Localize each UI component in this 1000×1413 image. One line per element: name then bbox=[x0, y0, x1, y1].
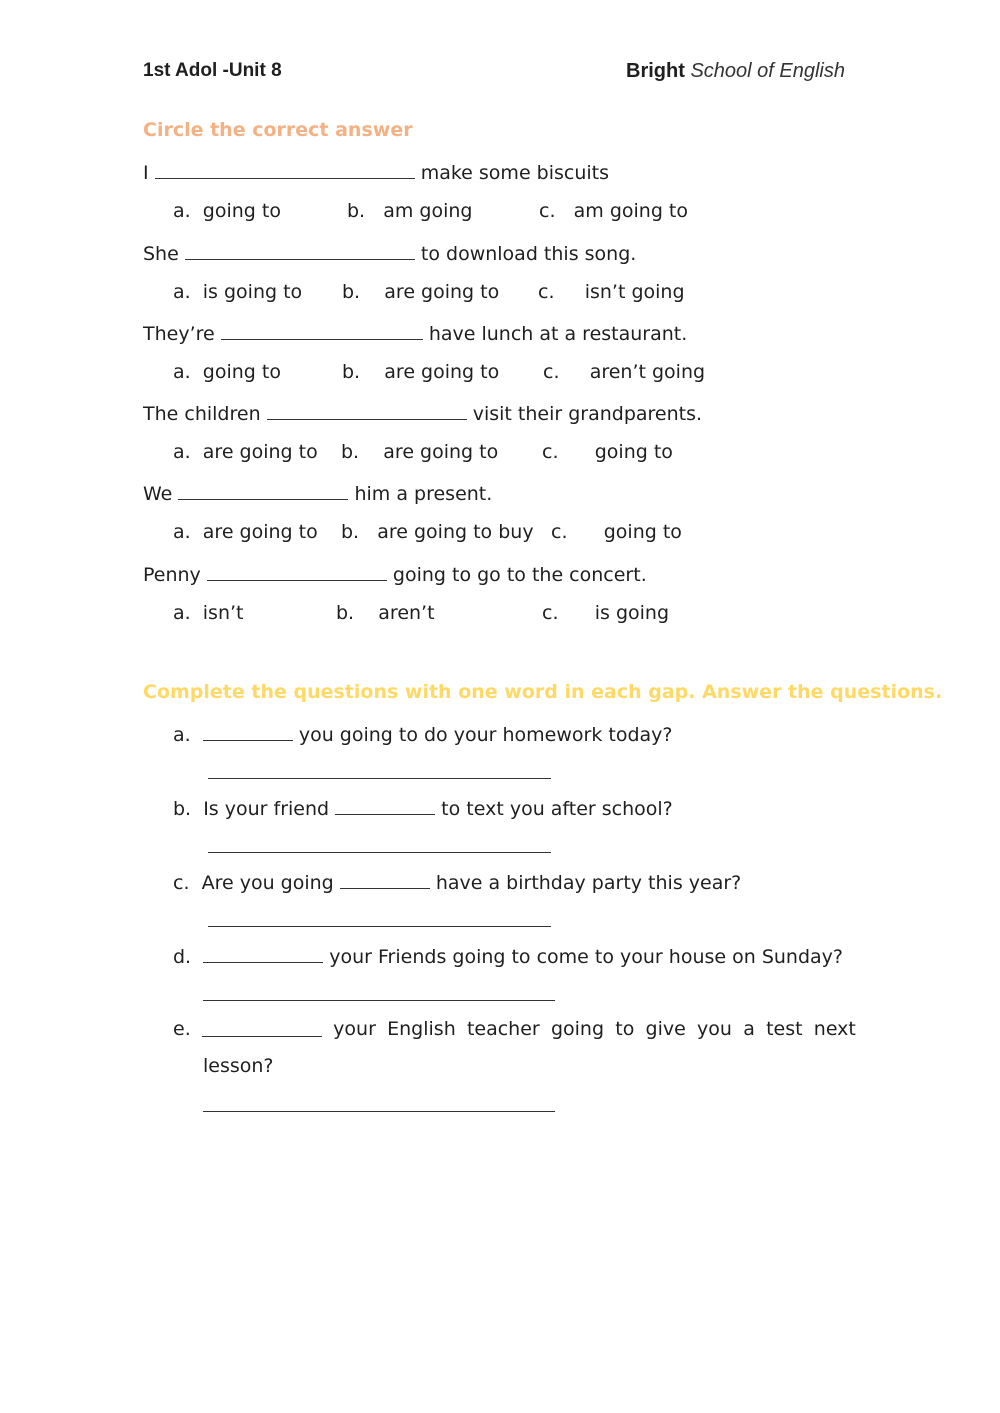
sentence-1-after: make some biscuits bbox=[420, 162, 610, 184]
option-4c[interactable]: c. going to bbox=[542, 441, 673, 463]
sentence-1-gap[interactable] bbox=[155, 160, 415, 179]
sentence-4-after: visit their grandparents. bbox=[472, 403, 703, 425]
question-b-gap[interactable] bbox=[335, 796, 435, 815]
sentence-3-after: have lunch at a restaurant. bbox=[428, 323, 688, 345]
question-e-word: to bbox=[615, 1018, 635, 1040]
question-a-gap[interactable] bbox=[203, 722, 293, 741]
answer-line-b[interactable] bbox=[208, 852, 551, 853]
sentence-6-before: Penny bbox=[143, 564, 201, 586]
question-d bbox=[173, 944, 843, 968]
question-e-letter: e. bbox=[173, 1018, 191, 1040]
question-e-word: give bbox=[645, 1018, 686, 1040]
option-6b[interactable]: b. aren’t bbox=[336, 602, 435, 624]
option-6a[interactable]: a. isn’t bbox=[173, 602, 244, 624]
answer-line-a[interactable] bbox=[208, 778, 551, 779]
option-2b[interactable]: b. are going to bbox=[342, 281, 500, 303]
sentence-2 bbox=[143, 241, 636, 265]
unit-label: 1st Adol -Unit 8 bbox=[143, 60, 282, 81]
school-name bbox=[626, 60, 845, 83]
sentence-2-before: She bbox=[143, 243, 179, 265]
option-1b[interactable]: b. am going bbox=[347, 200, 473, 222]
option-3b[interactable]: b. are going to bbox=[342, 361, 500, 383]
option-3c[interactable]: c. aren’t going bbox=[543, 361, 706, 383]
question-c-text: have a birthday party this year? bbox=[435, 872, 742, 894]
question-a bbox=[173, 722, 672, 746]
sentence-3 bbox=[143, 321, 687, 345]
section1-title: Circle the correct answer bbox=[143, 119, 413, 141]
question-d-gap[interactable] bbox=[203, 944, 323, 963]
sentence-6 bbox=[143, 562, 647, 586]
option-4b[interactable]: b. are going to bbox=[341, 441, 499, 463]
option-3a[interactable]: a. going to bbox=[173, 361, 281, 383]
sentence-1-before: I bbox=[143, 162, 149, 184]
section2-title: Complete the questions with one word in each gap. Answer the questions. bbox=[143, 681, 943, 703]
question-a-letter: a. bbox=[173, 724, 191, 746]
question-c-before: Are you going bbox=[201, 872, 334, 894]
sentence-4-before: The children bbox=[143, 403, 261, 425]
question-e-word: going bbox=[550, 1018, 605, 1040]
option-5a[interactable]: a. are going to bbox=[173, 521, 318, 543]
sentence-4-gap[interactable] bbox=[267, 401, 467, 420]
question-c bbox=[173, 870, 741, 894]
question-c-letter: c. bbox=[173, 872, 190, 894]
question-a-text: you going to do your homework today? bbox=[298, 724, 673, 746]
sentence-5-after: him a present. bbox=[354, 483, 493, 505]
question-d-text: your Friends going to come to your house on Sunday? bbox=[329, 946, 844, 968]
sentence-6-after: going to go to the concert. bbox=[392, 564, 647, 586]
sentence-2-gap[interactable] bbox=[185, 241, 415, 260]
option-5b[interactable]: b. are going to buy bbox=[341, 521, 534, 543]
sentence-5 bbox=[143, 481, 492, 505]
sentence-5-before: We bbox=[143, 483, 173, 505]
option-5c[interactable]: c. going to bbox=[551, 521, 682, 543]
option-1a[interactable]: a. going to bbox=[173, 200, 281, 222]
option-2a[interactable]: a. is going to bbox=[173, 281, 303, 303]
question-b-text: to text you after school? bbox=[441, 798, 673, 820]
question-e-word: your bbox=[333, 1018, 376, 1040]
answer-line-c[interactable] bbox=[208, 926, 551, 927]
sentence-1 bbox=[143, 160, 609, 184]
option-4a[interactable]: a. are going to bbox=[173, 441, 318, 463]
sentence-6-gap[interactable] bbox=[207, 562, 387, 581]
question-e-word: next bbox=[813, 1018, 856, 1040]
option-1c[interactable]: c. am going to bbox=[539, 200, 688, 222]
question-b bbox=[173, 796, 673, 820]
question-e-word: a bbox=[743, 1018, 755, 1040]
answer-line-d[interactable] bbox=[203, 1000, 555, 1001]
sentence-4 bbox=[143, 401, 702, 425]
question-b-before: Is your friend bbox=[203, 798, 330, 820]
sentence-3-gap[interactable] bbox=[221, 321, 423, 340]
question-e-word: test bbox=[766, 1018, 803, 1040]
option-2c[interactable]: c. isn’t going bbox=[538, 281, 685, 303]
school-brand: Bright bbox=[626, 60, 685, 82]
question-e-continuation: lesson? bbox=[203, 1055, 274, 1077]
question-e-word: you bbox=[697, 1018, 732, 1040]
question-e bbox=[173, 1018, 856, 1040]
question-c-gap[interactable] bbox=[340, 870, 430, 889]
question-e-word: English bbox=[387, 1018, 456, 1040]
sentence-3-before: They’re bbox=[143, 323, 215, 345]
option-6c[interactable]: c. is going bbox=[542, 602, 670, 624]
question-e-gap[interactable] bbox=[202, 1018, 322, 1037]
question-e-word: teacher bbox=[466, 1018, 540, 1040]
answer-line-e[interactable] bbox=[203, 1111, 555, 1112]
school-subtitle: School of English bbox=[690, 60, 845, 82]
question-b-letter: b. bbox=[173, 798, 192, 820]
sentence-2-after: to download this song. bbox=[420, 243, 637, 265]
sentence-5-gap[interactable] bbox=[178, 481, 348, 500]
question-d-letter: d. bbox=[173, 946, 192, 968]
